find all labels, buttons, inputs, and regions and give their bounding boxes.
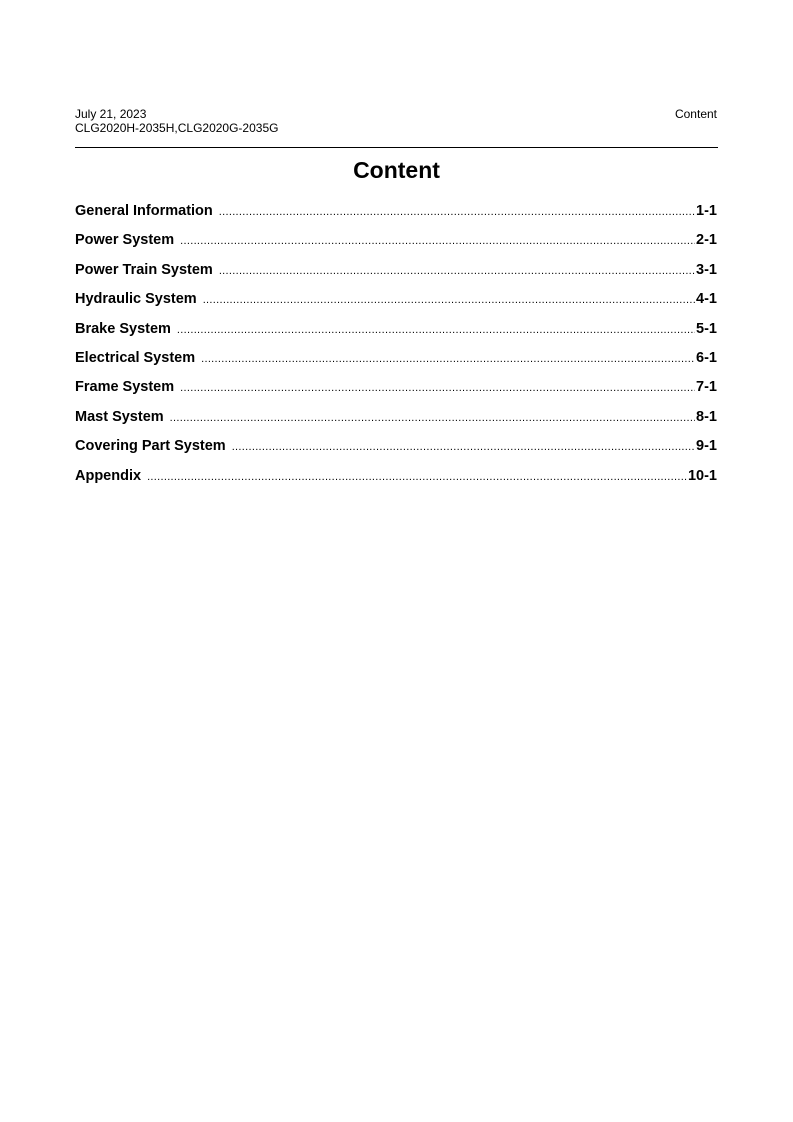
toc-entry-label: Power System <box>75 232 175 249</box>
toc-entry-page: 9-1 <box>696 438 717 455</box>
toc-dot-leader <box>180 377 695 399</box>
header-section: Content <box>674 107 717 121</box>
header-left <box>75 107 278 135</box>
toc-entry[interactable] <box>75 465 717 494</box>
toc-entry-label: Covering Part System <box>75 438 226 455</box>
header-date: July 21, 2023 <box>75 107 147 121</box>
toc-entry-label: Electrical System <box>75 349 196 366</box>
toc-dot-leader <box>201 348 695 370</box>
toc-entry-page: 8-1 <box>696 408 717 425</box>
toc-entry-page: 5-1 <box>696 320 717 337</box>
toc-entry-page: 10-1 <box>687 467 717 484</box>
toc-dot-leader <box>232 436 695 458</box>
toc-dot-leader <box>219 260 695 282</box>
toc-dot-leader <box>177 319 695 341</box>
toc-entry[interactable] <box>75 288 717 317</box>
toc-dot-leader <box>170 407 695 429</box>
toc-dot-leader <box>147 466 687 488</box>
toc-entry-label: Mast System <box>75 408 164 425</box>
header-models: CLG2020H-2035H,CLG2020G-2035G <box>75 121 279 135</box>
page-header <box>75 107 718 147</box>
toc-entry[interactable] <box>75 318 717 347</box>
toc-entry-label: Brake System <box>75 320 171 337</box>
toc-entry[interactable] <box>75 259 717 288</box>
toc-entry-page: 3-1 <box>696 261 717 278</box>
toc-entry-label: General Information <box>75 203 213 219</box>
toc-entry-page: 2-1 <box>696 232 717 249</box>
toc-entry-label: Hydraulic System <box>75 291 197 308</box>
toc-entry[interactable] <box>75 347 717 376</box>
toc-dot-leader <box>219 201 695 223</box>
toc-entry[interactable] <box>75 200 717 229</box>
toc-entry-label: Appendix <box>75 467 142 484</box>
toc-entry-label: Frame System <box>75 379 175 396</box>
toc-dot-leader <box>203 289 695 311</box>
toc-entry-page: 6-1 <box>696 349 717 366</box>
header-rule <box>75 147 718 148</box>
toc-dot-leader <box>180 230 695 252</box>
page-title: Content <box>353 157 440 183</box>
toc-entry-page: 1-1 <box>696 203 717 219</box>
toc-entry-page: 7-1 <box>696 379 717 396</box>
toc-entry-page: 4-1 <box>696 291 717 308</box>
toc-entry[interactable] <box>75 406 717 435</box>
toc-entry-label: Power Train System <box>75 261 213 278</box>
toc-entry[interactable] <box>75 435 717 464</box>
toc-entry[interactable] <box>75 376 717 405</box>
toc-entry[interactable] <box>75 229 717 258</box>
table-of-contents <box>75 200 717 494</box>
